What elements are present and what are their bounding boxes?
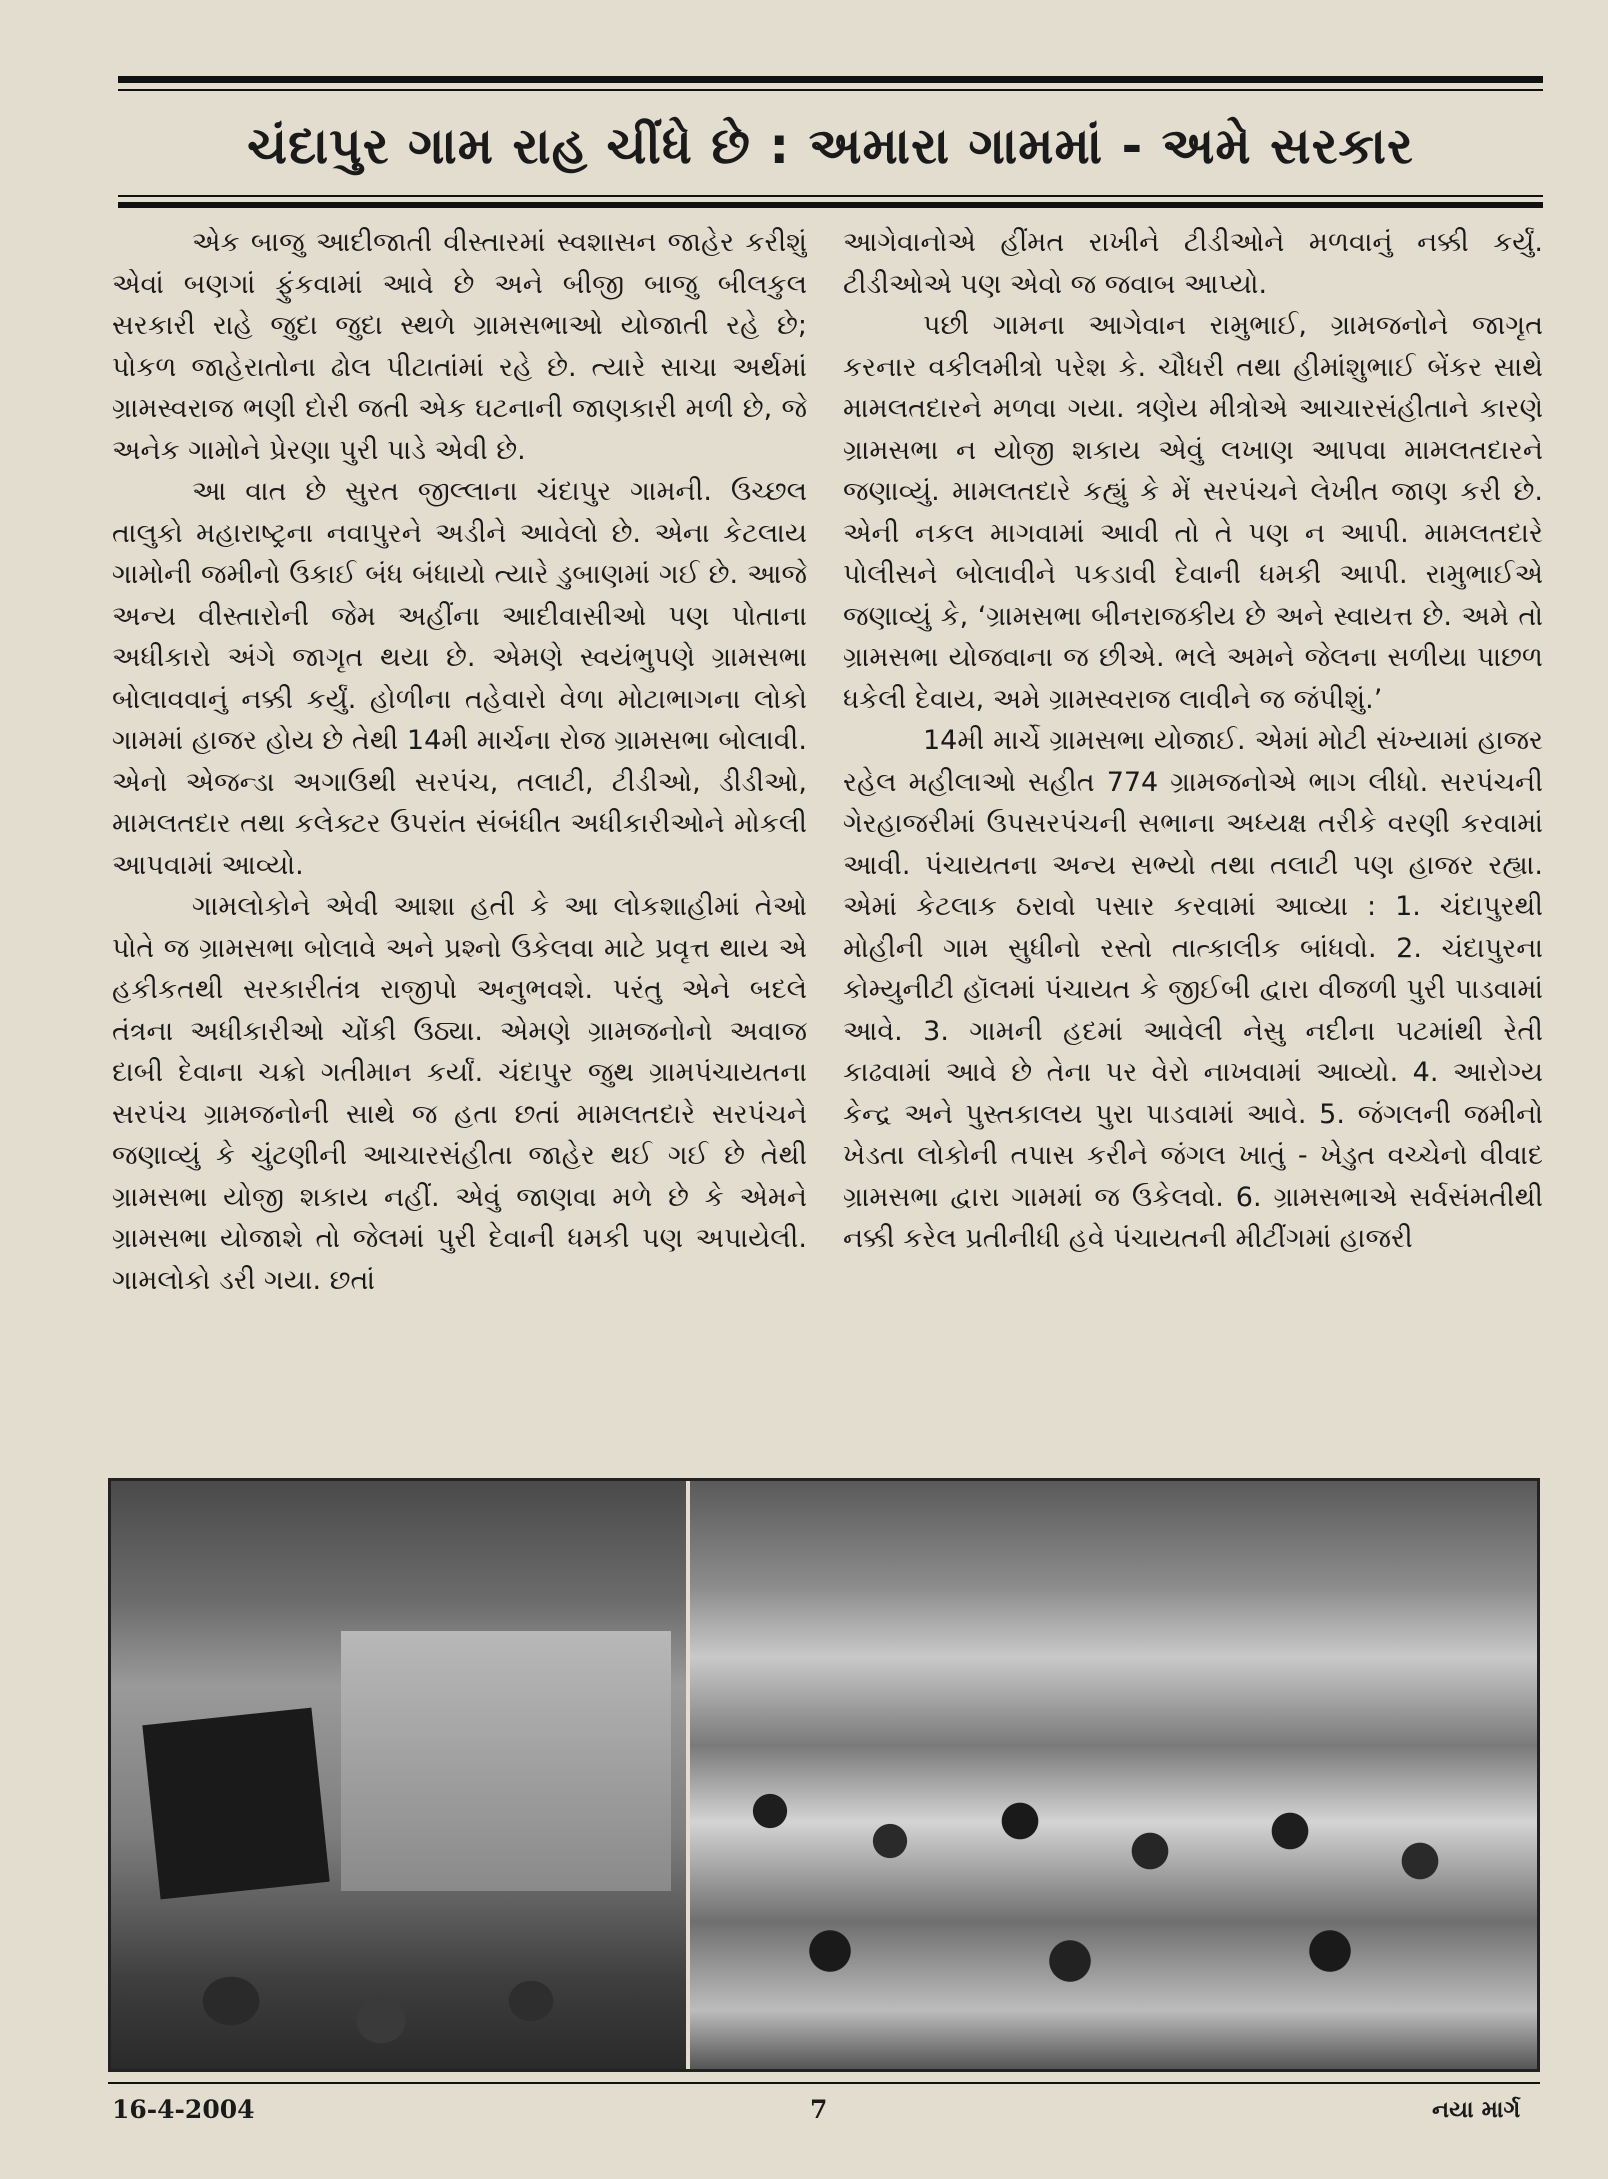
article-paragraph: પછી ગામના આગેવાન રામુભાઈ, ગ્રામજનોને જાગૃત કરનાર વકીલમીત્રો પરેશ કે. ચૌધરી તથા હીમાંશુભાઈ બેંકર સાથે મામલતદારને મળવા ગયા. ત્રણેય મીત્રોએ આચારસંહીતાને કારણે ગ્રામસભા ન યોજી શકાય એવું લખાણ આપવા મામલતદારને જણાવ્યું. મામલતદારે કહ્યું કે મેં સરપંચને લેખીત જાણ કરી છે. એની નકલ માગવામાં આવી તો તે પણ ન આપી. મામલતદારે પોલીસને બોલાવીને પકડાવી દેવાની ધમકી આપી. રામુભાઈએ જણાવ્યું કે, ‘ગ્રામસભા બીનરાજકીય છે અને સ્વાયત્ત છે. અમે તો ગ્રામસભા યોજવાના જ છીએ. ભલે અમને જેલના સળીયા પાછળ ધકેલી દેવાય, અમે ગ્રામસ્વરાજ લાવીને જ જંપીશું.’ [843,310,1543,715]
article-paragraph: એક બાજુ આદીજાતી વીસ્તારમાં સ્વશાસન જાહેર કરીશું એવાં બણગાં ફુંકવામાં આવે છે અને બીજી બાજુ બીલકુલ સરકારી રાહે જુદા જુદા સ્થળે ગ્રામસભાઓ યોજાતી રહે છે; પોકળ જાહેરાતોના ઢોલ પીટાતાંમાં રહે છે. ત્યારે સાચા અર્થમાં ગ્રામસ્વરાજ ભણી દોરી જતી એક ઘટનાની જાણકારી મળી છે, જે અનેક ગામોને પ્રેરણા પુરી પાડે એવી છે. [112,227,807,466]
article-paragraph: 14મી માર્ચે ગ્રામસભા યોજાઈ. એમાં મોટી સંખ્યામાં હાજર રહેલ મહીલાઓ સહીત 774 ગ્રામજનોએ ભાગ લીધો. સરપંચની ગેરહાજરીમાં ઉપસરપંચની સભાના અધ્યક્ષ તરીકે વરણી કરવામાં આવી. પંચાયતના અન્ય સભ્યો તથા તલાટી પણ હાજર રહ્યા. એમાં કેટલાક ઠરાવો પસાર કરવામાં આવ્યા : 1. ચંદાપુરથી મોહીની ગામ સુધીનો રસ્તો તાત્કાલીક બાંધવો. 2. ચંદાપુરના કોમ્યુનીટી હૉલમાં પંચાયત કે જીઈબી દ્વારા વીજળી પુરી પાડવામાં આવે. 3. ગામની હદમાં આવેલી નેસુ નદીના પટમાંથી રેતી કાઢવામાં આવે છે તેના પર વેરો નાખવામાં આવ્યો. 4. આરોગ્ય કેન્દ્ર અને પુસ્તકાલય પુરા પાડવામાં આવે. 5. જંગલની જમીનો ખેડતા લોકોની તપાસ કરીને જંગલ ખાતું - ખેડુત વચ્ચેનો વીવાદ ગ્રામસભા દ્વારા ગામમાં જ ઉકેલવો. 6. ગ્રામસભાએ સર્વસંમતીથી નક્કી કરેલ પ્રતીનીધી હવે પંચાયતની મીટીંગમાં હાજરી [843,725,1543,1254]
article-paragraph: ગામલોકોને એવી આશા હતી કે આ લોકશાહીમાં તેઓ પોતે જ ગ્રામસભા બોલાવે અને પ્રશ્નો ઉકેલવા માટે પ્રવૃત્ત થાય એ હકીકતથી સરકારીતંત્ર રાજીપો અનુભવશે. પરંતુ એને બદલે તંત્રના અધીકારીઓ ચોંકી ઉઠ્યા. એમણે ગ્રામજનોનો અવાજ દાબી દેવાના ચક્રો ગતીમાન કર્યાં. ચંદાપુર જુથ ગ્રામપંચાયતના સરપંચ ગ્રામજનોની સાથે જ હતા છતાં મામલતદારે સરપંચને જણાવ્યું કે ચુંટણીની આચારસંહીતા જાહેર થઈ ગઈ છે તેથી ગ્રામસભા યોજી શકાય નહીં. એવું જાણવા મળે છે કે એમને ગ્રામસભા યોજાશે તો જેલમાં પુરી દેવાની ધમકી પણ અપાયેલી. ગામલોકો ડરી ગયા. છતાં [112,891,807,1296]
publication-name: નયા માર્ગ [1432,2097,1521,2123]
photo-banner [341,1631,671,1891]
page-number: 7 [810,2095,828,2124]
article-column-left [112,222,807,1457]
headline: ચંદાપુર ગામ રાહ ચીંધે છે : અમારા ગામમાં - અમે સરકાર [247,117,1414,175]
headline-rule-thin [118,195,1543,197]
headline-rule-thick [118,202,1543,208]
photo-blackboard [142,1708,329,1900]
photo-gram-sabha-speaker [111,1481,686,2069]
top-rule-thick [118,76,1543,83]
photo-gram-sabha-crowd [690,1481,1540,2069]
footer-rule [108,2082,1540,2084]
article-column-right [843,222,1543,1457]
photo-strip [108,1478,1540,2072]
footer-date: 16-4-2004 [112,2095,255,2124]
article-paragraph: આગેવાનોએ હીંમત રાખીને ટીડીઓને મળવાનું નક્કી કર્યું. ટીડીઓએ પણ એવો જ જવાબ આપ્યો. [843,227,1543,300]
article-paragraph: આ વાત છે સુરત જીલ્લાના ચંદાપુર ગામની. ઉચ્છલ તાલુકો મહારાષ્ટ્રના નવાપુરને અડીને આવેલો છે. એના કેટલાય ગામોની જમીનો ઉકાઈ બંધ બંધાયો ત્યારે ડુબાણમાં ગઈ છે. આજે અન્ય વીસ્તારોની જેમ અહીંના આદીવાસીઓ પણ પોતાના અધીકારો અંગે જાગૃત થયા છે. એમણે સ્વયંભુપણે ગ્રામસભા બોલાવવાનું નક્કી કર્યું. હોળીના તહેવારો વેળા મોટાભાગના લોકો ગામમાં હાજર હોય છે તેથી 14મી માર્ચના રોજ ગ્રામસભા બોલાવી. એનો એજન્ડા અગાઉથી સરપંચ, તલાટી, ટીડીઓ, ડીડીઓ, મામલતદાર તથા કલેક્ટર ઉપરાંત સંબંધીત અધીકારીઓને મોકલી આપવામાં આવ્યો. [112,476,807,881]
top-rule-thin [118,89,1543,91]
